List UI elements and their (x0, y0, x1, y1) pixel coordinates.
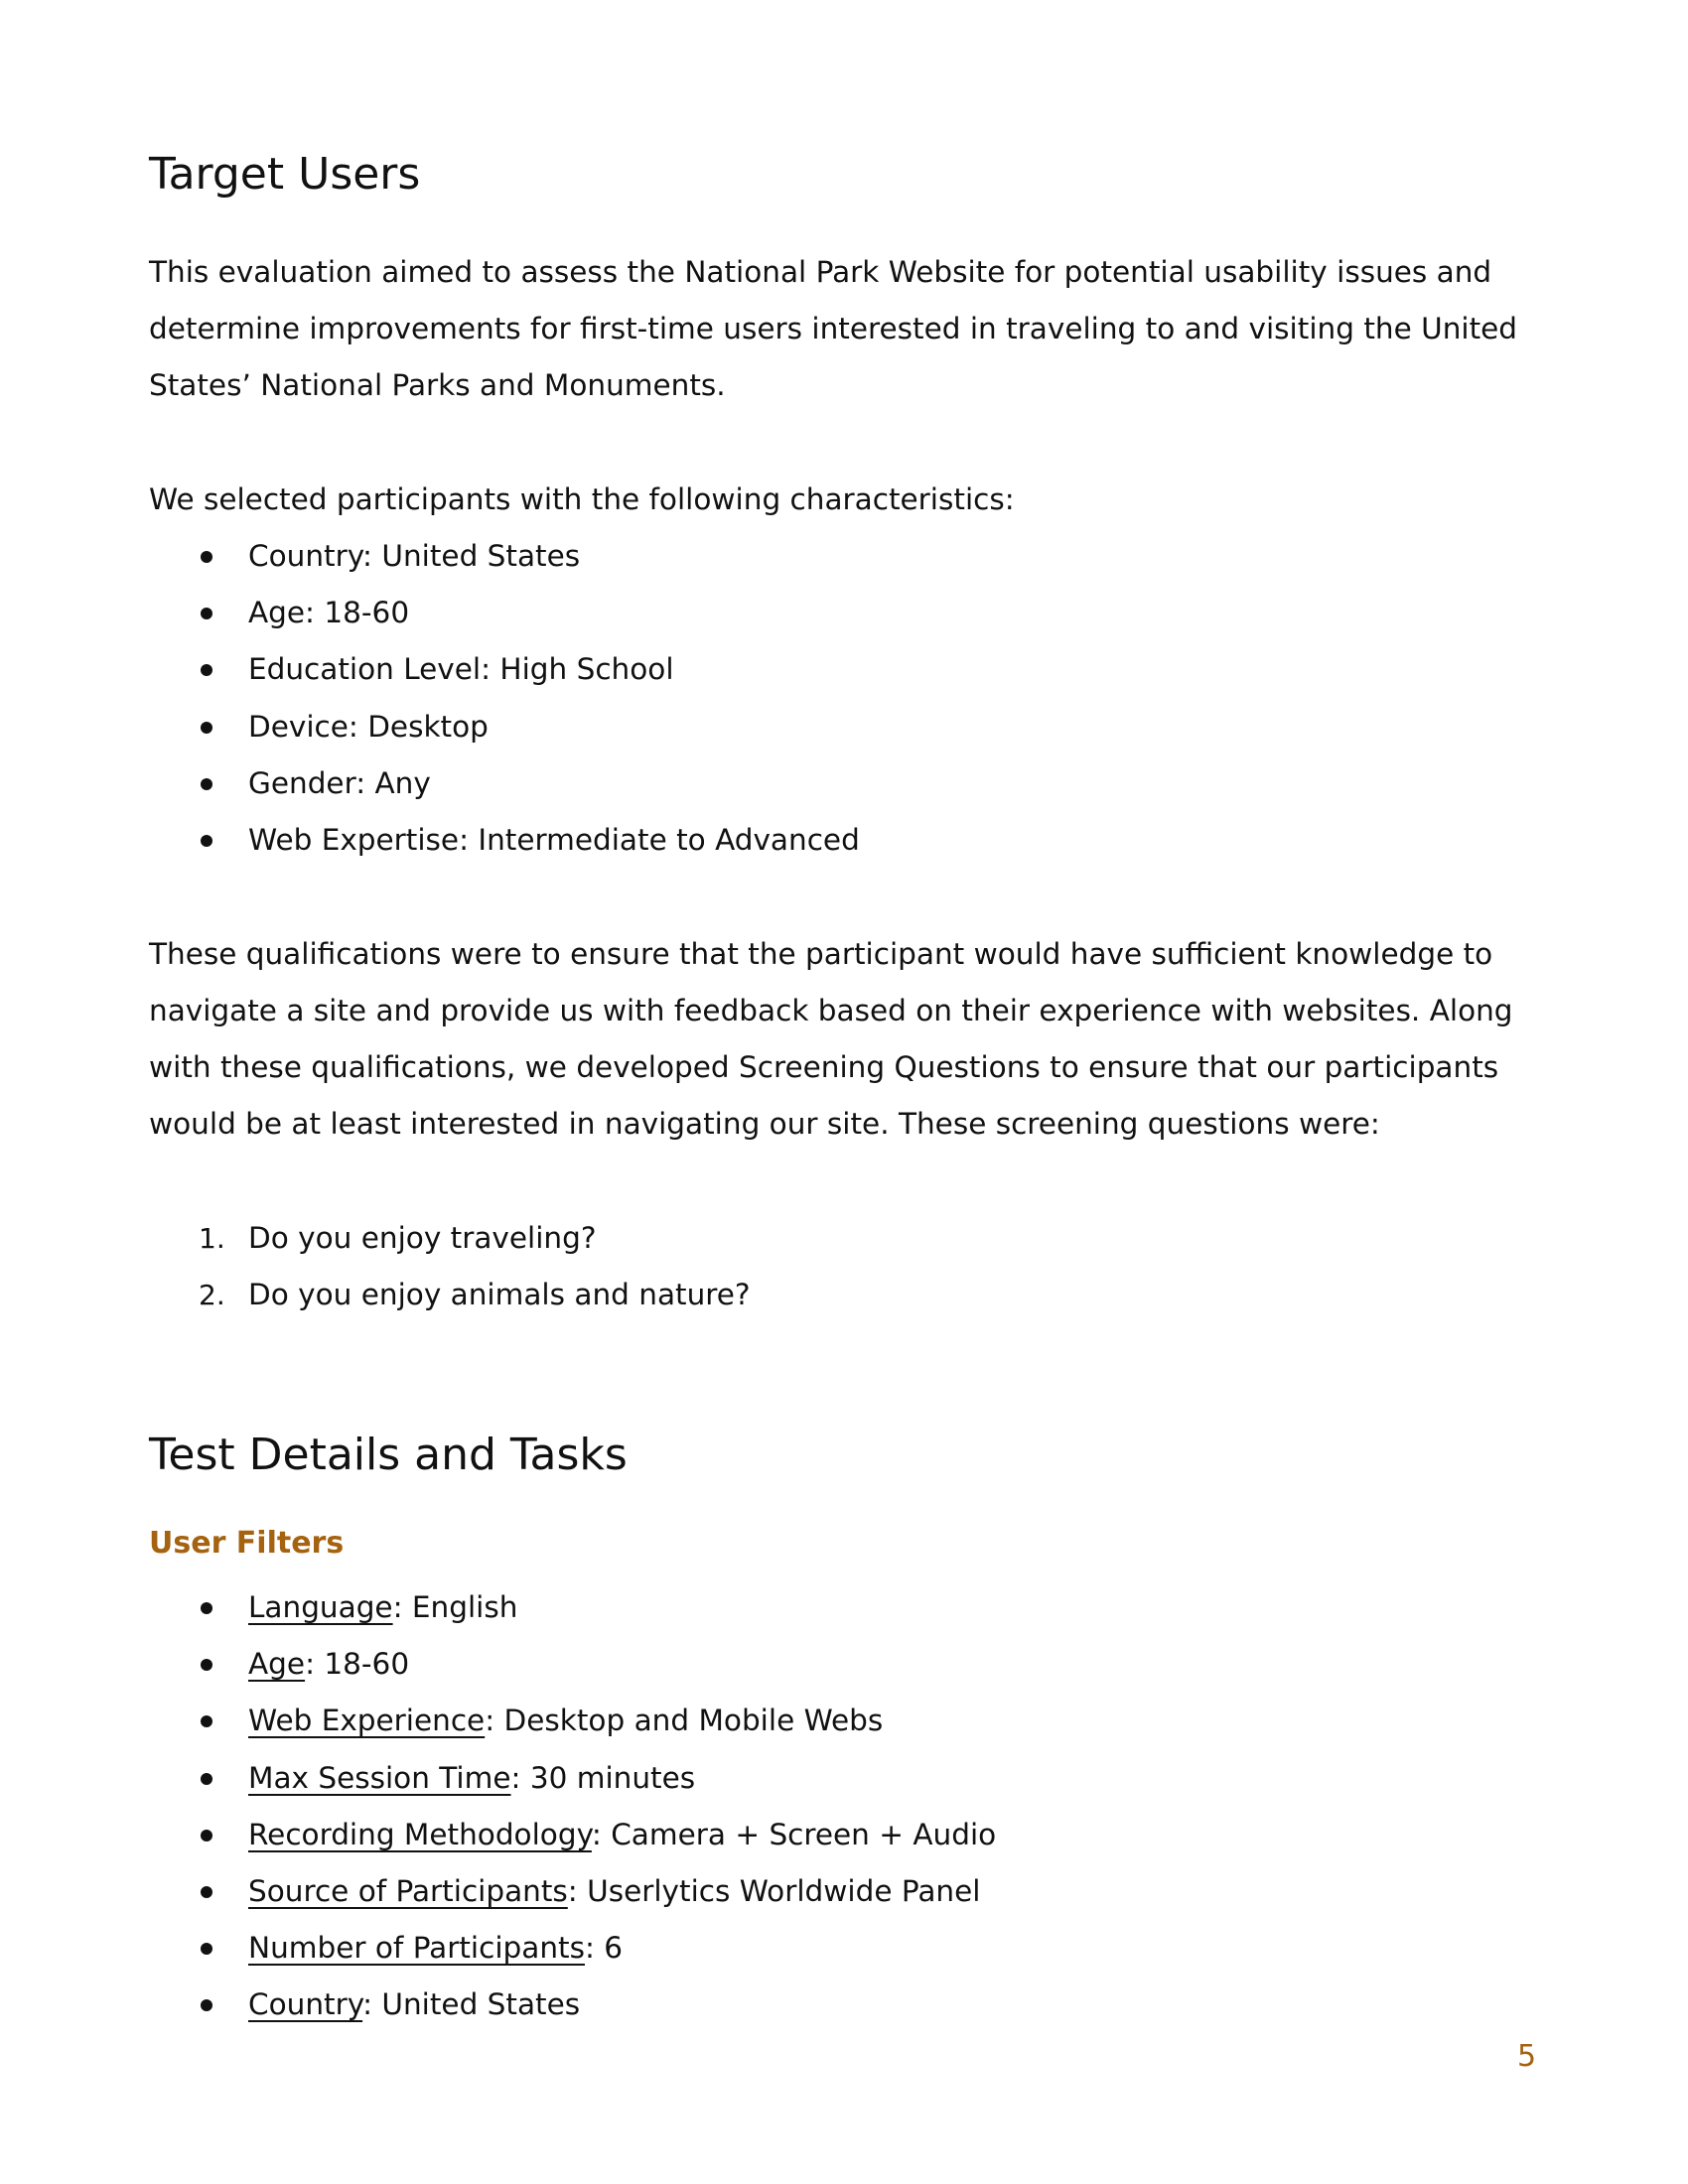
filter-label: Web Experience (248, 1704, 486, 1738)
page-number: 5 (1517, 2039, 1537, 2074)
list-item: Education Level: High School (149, 641, 1440, 698)
bullet-icon (201, 1999, 212, 2011)
list-item (149, 1693, 1440, 1749)
list-number: 2. (199, 1279, 225, 1312)
bullet-icon (201, 1886, 212, 1898)
list-item (149, 1579, 1440, 1636)
selected-participants-intro: We selected participants with the following characteristics: (149, 482, 1015, 516)
list-item: Gender: Any (149, 755, 1440, 812)
qualifications-paragraph: These qualifications were to ensure that the participant would have sufficient knowledge to navigate a site and provide us with feedback based on their experience with websites. Along with these qualifications, we developed Screening Questions to ensure that our participants would be at least interested in navigating our site. These screening questions were: (149, 937, 1513, 1141)
characteristics-list (149, 528, 1440, 869)
list-item: 1. Do you enjoy traveling? (149, 1210, 1440, 1267)
bullet-icon (201, 1830, 212, 1842)
bullet-icon (201, 551, 212, 563)
list-item: Age: 18-60 (149, 585, 1440, 641)
list-item (149, 1977, 1440, 2033)
filter-value: : 6 (584, 1931, 624, 1966)
heading-test-details: Test Details and Tasks (149, 1430, 628, 1480)
screening-questions-list (149, 1210, 1440, 1323)
bullet-icon (201, 835, 212, 847)
filter-label: Number of Participants (248, 1931, 585, 1966)
filter-label: Language (248, 1590, 393, 1624)
user-filters-list (149, 1579, 1440, 2034)
list-number: 1. (199, 1222, 225, 1255)
list-item: 2. Do you enjoy animals and nature? (149, 1267, 1440, 1323)
filter-label: Recording Methodology (248, 1817, 592, 1851)
list-item (149, 1750, 1440, 1807)
list-item (149, 1807, 1440, 1863)
list-item: Country: United States (149, 528, 1440, 585)
intro-paragraph: This evaluation aimed to assess the National Park Website for potential usability issues and determine improvements for first-time users interested in traveling to and visiting the United States’ National Parks and Monuments. (149, 255, 1518, 402)
list-item (149, 1863, 1440, 1920)
bullet-icon (201, 664, 212, 676)
bullet-icon (201, 1659, 212, 1671)
filter-value: : Desktop and Mobile Webs (485, 1704, 884, 1738)
bullet-icon (201, 778, 212, 790)
bullet-icon (201, 1602, 212, 1614)
filter-value: : Userlytics Worldwide Panel (567, 1873, 981, 1908)
bullet-icon (201, 722, 212, 734)
filter-label: Max Session Time (248, 1760, 511, 1795)
filter-value: : 18-60 (305, 1647, 410, 1682)
heading-target-users: Target Users (149, 149, 421, 200)
list-item: Device: Desktop (149, 699, 1440, 755)
subheading-user-filters: User Filters (149, 1526, 345, 1561)
list-item (149, 1636, 1440, 1693)
list-item (149, 1920, 1440, 1977)
filter-value: : United States (362, 1987, 581, 2022)
bullet-icon (201, 608, 212, 619)
bullet-icon (201, 1943, 212, 1955)
filter-label: Age (248, 1647, 306, 1682)
filter-value: : Camera + Screen + Audio (591, 1817, 997, 1851)
filter-label: Source of Participants (248, 1873, 568, 1908)
bullet-icon (201, 1715, 212, 1727)
filter-label: Country (248, 1987, 363, 2022)
bullet-icon (201, 1773, 212, 1785)
filter-value: : English (392, 1590, 518, 1624)
filter-value: : 30 minutes (510, 1760, 696, 1795)
list-item: Web Expertise: Intermediate to Advanced (149, 812, 1440, 869)
